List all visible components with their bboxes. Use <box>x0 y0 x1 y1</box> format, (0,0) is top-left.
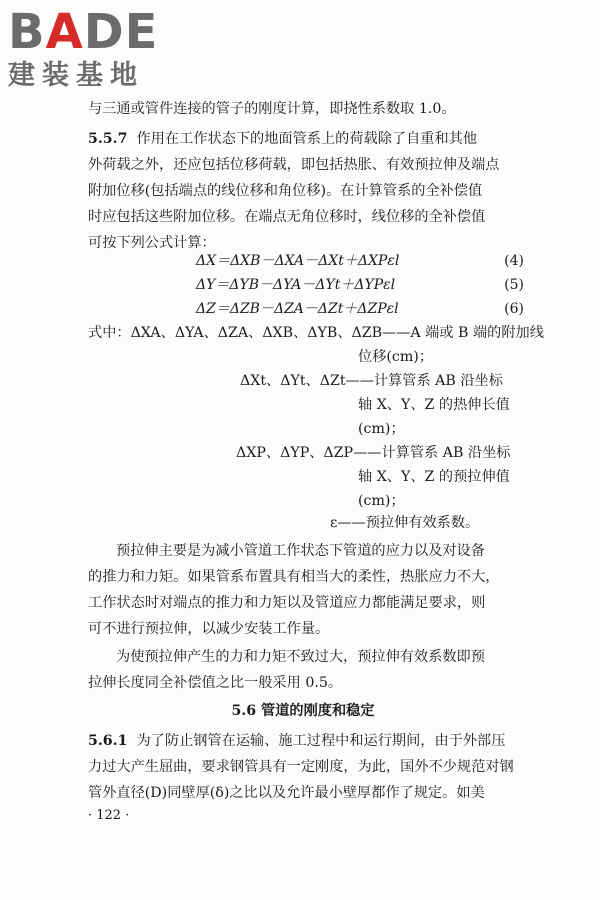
clause-5-6-1 <box>88 730 518 752</box>
equation-number: (4) <box>504 253 524 269</box>
equation-number: (5) <box>504 277 524 293</box>
where-line: 轴 X、Y、Z 的预拉伸值 <box>358 469 510 485</box>
text-line: 拉伸长度同全补偿值之比一般采用 0.5。 <box>88 675 343 691</box>
text-line: 外荷载之外，还应包括位移荷载，即包括热胀、有效预拉伸及端点 <box>88 157 500 173</box>
equation-4 <box>196 250 524 272</box>
where-line: 轴 X、Y、Z 的热伸长值 <box>358 397 510 413</box>
text-line: 与三通或管件连接的管子的刚度计算，即挠性系数取 1.0。 <box>88 101 456 117</box>
where-line: (cm)； <box>358 421 405 437</box>
where-line: 式中：ΔXA、ΔYA、ΔZA、ΔXB、ΔYB、ΔZB——A 端或 B 端的附加线 <box>88 325 544 341</box>
equation-text: ΔY＝ΔYB－ΔYA－ΔYt＋ΔYPεl <box>196 277 396 293</box>
equation-6 <box>196 298 524 320</box>
text-line: 预拉伸主要是为减小管道工作状态下管道的应力以及对设备 <box>116 543 485 559</box>
where-line: 位移(cm)； <box>358 349 434 365</box>
text-line: 为使预拉伸产生的力和力矩不致过大，预拉伸有效系数即预 <box>116 649 485 665</box>
text-line: 时应包括这些附加位移。在端点无角位移时，线位移的全补偿值 <box>88 209 486 225</box>
text-line: 力过大产生屈曲，要求钢管具有一定刚度，为此，国外不少规范对钢 <box>88 759 514 775</box>
where-line: ΔXt、ΔYt、ΔZt——计算管系 AB 沿坐标 <box>240 373 503 389</box>
section-title: 5.6 管道的刚度和稳定 <box>231 703 375 719</box>
bade-logo <box>8 6 183 91</box>
logo-wordmark: BADE <box>8 4 159 60</box>
text-line: 为了防止钢管在运输、施工过程中和运行期间，由于外部压 <box>136 733 506 749</box>
equation-text: ΔX＝ΔXB－ΔXA－ΔXt＋ΔXPεl <box>196 253 400 269</box>
page-number: · 122 · <box>88 808 130 823</box>
text-line: 管外直径(D)同壁厚(δ)之比以及允许最小壁厚都作了规定。如美 <box>88 785 485 801</box>
where-line: (cm)； <box>358 493 405 509</box>
where-line: ε——预拉伸有效系数。 <box>330 515 480 531</box>
equation-text: ΔZ＝ΔZB－ΔZA－ΔZt＋ΔZPεl <box>196 301 399 317</box>
equation-number: (6) <box>504 301 524 317</box>
clause-number: 5.6.1 <box>88 733 128 749</box>
text-line: 作用在工作状态下的地面管系上的荷载除了自重和其他 <box>136 131 478 147</box>
text-line: 可不进行预拉伸，以减少安装工作量。 <box>88 621 330 637</box>
text-line: 工作状态时对端点的推力和力矩以及管道应力都能满足要求，则 <box>88 595 486 611</box>
clause-5-5-7 <box>88 128 518 150</box>
text-line: 附加位移(包括端点的线位移和角位移)。在计算管系的全补偿值 <box>88 183 483 199</box>
text-line: 可按下列公式计算： <box>88 235 216 251</box>
where-line: ΔXP、ΔYP、ΔZP——计算管系 AB 沿坐标 <box>236 445 511 461</box>
equation-5 <box>196 274 524 296</box>
text-line: 的推力和力矩。如果管系布置具有相当大的柔性，热胀应力不大， <box>88 569 500 585</box>
clause-number: 5.5.7 <box>88 131 128 147</box>
logo-subtitle: 建装基地 <box>8 60 144 91</box>
